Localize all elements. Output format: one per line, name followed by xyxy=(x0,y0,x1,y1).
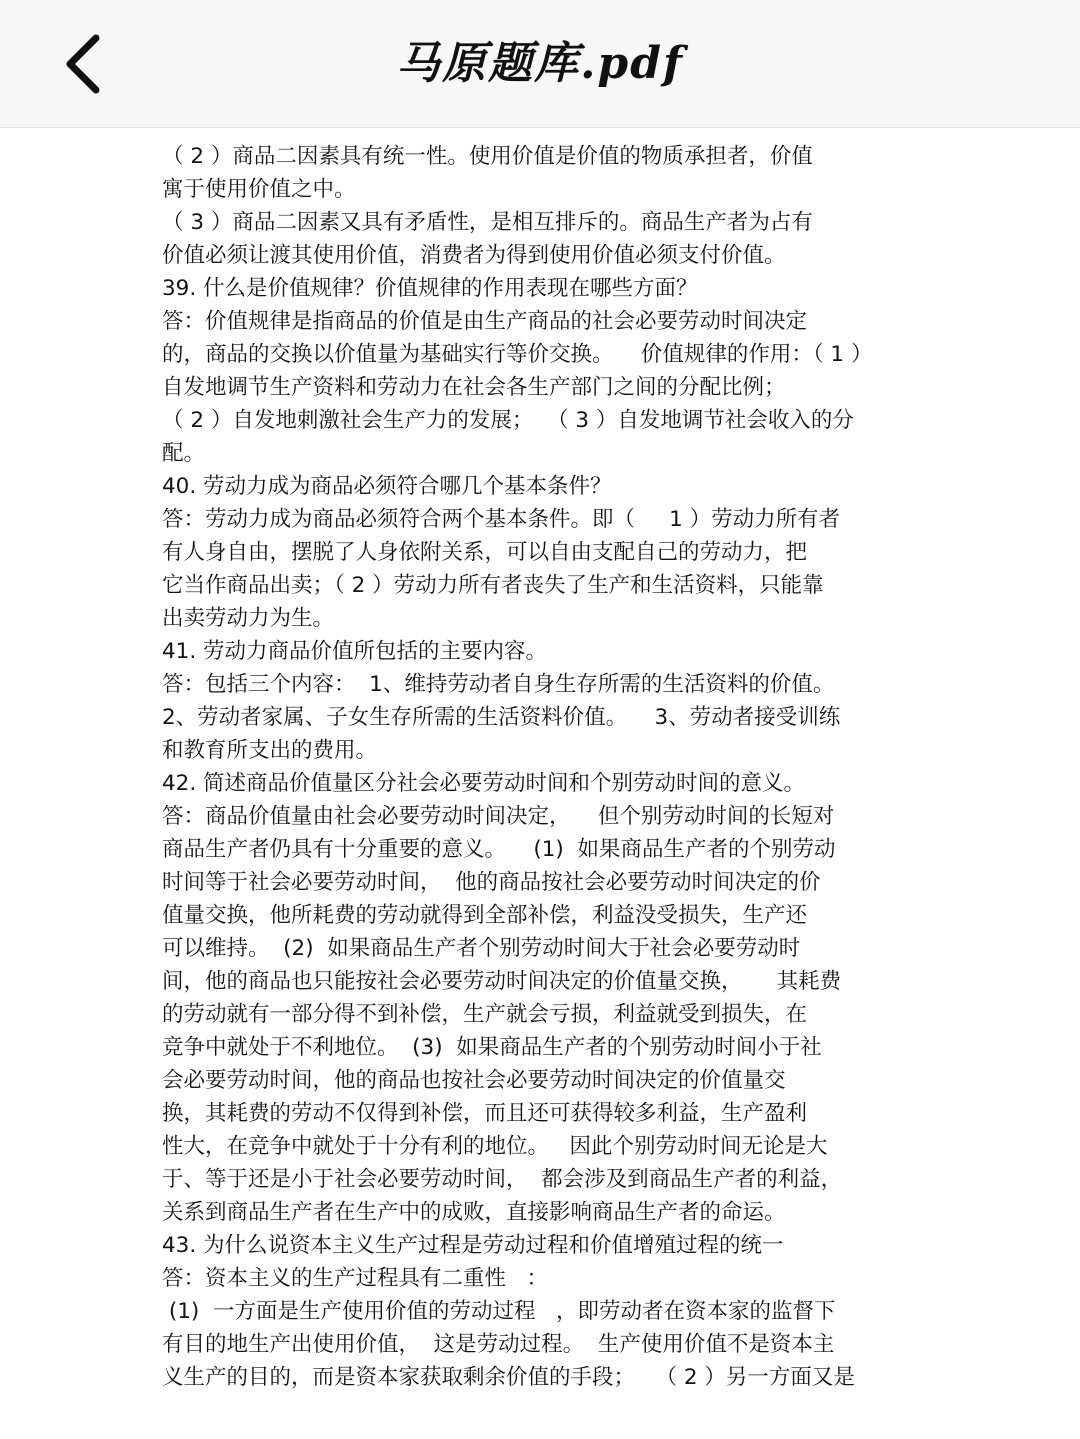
document-text-line: 43. 为什么说资本主义生产过程是劳动过程和价值增殖过程的统一 xyxy=(162,1233,784,1258)
document-text-line: （ 3 ）商品二因素又具有矛盾性，是相互排斥的。商品生产者为占有 xyxy=(162,210,813,235)
document-text-line: 会必要劳动时间，他的商品也按社会必要劳动时间决定的价值量交 xyxy=(162,1068,786,1093)
document-text-line: 40. 劳动力成为商品必须符合哪几个基本条件？ xyxy=(162,474,612,499)
document-text-line: 间，他的商品也只能按社会必要劳动时间决定的价值量交换， 其耗费 xyxy=(162,969,842,994)
document-text-line: 2、劳动者家属、子女生存所需的生活资料价值。 3、劳动者接受训练 xyxy=(162,705,841,730)
document-text-line: 换，其耗费的劳动不仅得到补偿，而且还可获得较多利益，生产盈利 xyxy=(162,1101,808,1126)
document-text-line: 关系到商品生产者在生产中的成败，直接影响商品生产者的命运。 xyxy=(162,1200,786,1225)
document-text-line: 配。 xyxy=(162,441,206,466)
document-text-line: 时间等于社会必要劳动时间， 他的商品按社会必要劳动时间决定的价 xyxy=(162,870,821,895)
document-text-line: 答：价值规律是指商品的价值是由生产商品的社会必要劳动时间决定 xyxy=(162,309,808,334)
document-text-line: 出卖劳动力为生。 xyxy=(162,606,335,631)
document-text-line: 寓于使用价值之中。 xyxy=(162,177,356,202)
document-text-line: 41. 劳动力商品价值所包括的主要内容。 xyxy=(162,639,548,664)
document-text-line: 答：资本主义的生产过程具有二重性 ： xyxy=(162,1266,549,1291)
document-text-line: 性大，在竞争中就处于十分有利的地位。 因此个别劳动时间无论是大 xyxy=(162,1134,828,1159)
document-text-line: （ 2 ）商品二因素具有统一性。使用价值是价值的物质承担者，价值 xyxy=(162,144,813,169)
document-text-line: 有人身自由，摆脱了人身依附关系，可以自由支配自己的劳动力，把 xyxy=(162,540,808,565)
document-text-line: 可以维持。 (2) 如果商品生产者个别劳动时间大于社会必要劳动时 xyxy=(162,936,801,961)
document-title: 马原题库.pdf xyxy=(396,38,684,89)
document-text-line: (1) 一方面是生产使用价值的劳动过程 ，即劳动者在资本家的监督下 xyxy=(162,1299,836,1324)
document-text-line: 答：劳动力成为商品必须符合两个基本条件。即（ 1 ）劳动力所有者 xyxy=(162,507,841,532)
document-text-line: 答：商品价值量由社会必要劳动时间决定， 但个别劳动时间的长短对 xyxy=(162,804,835,829)
document-text-line: （ 2 ）自发地刺激社会生产力的发展； （ 3 ）自发地调节社会收入的分 xyxy=(162,408,854,433)
document-text-line: 它当作商品出卖；（ 2 ）劳动力所有者丧失了生产和生活资料，只能靠 xyxy=(162,573,824,598)
document-text-line: 价值必须让渡其使用价值，消费者为得到使用价值必须支付价值。 xyxy=(162,243,786,268)
document-text-line: 有目的地生产出使用价值， 这是劳动过程。 生产使用价值不是资本主 xyxy=(162,1332,835,1357)
document-text-line: 于、等于还是小于社会必要劳动时间， 都会涉及到商品生产者的利益， xyxy=(162,1167,843,1192)
document-text-line: 和教育所支出的费用。 xyxy=(162,738,378,763)
document-text-line: 自发地调节生产资料和劳动力在社会各生产部门之间的分配比例； xyxy=(162,375,786,400)
document-text-line: 值量交换，他所耗费的劳动就得到全部补偿，利益没受损失，生产还 xyxy=(162,903,808,928)
pdf-page-content[interactable] xyxy=(162,140,922,1394)
top-navigation-bar xyxy=(0,0,1080,128)
document-text-line: 42. 简述商品价值量区分社会必要劳动时间和个别劳动时间的意义。 xyxy=(162,771,806,796)
document-text-line: 的劳动就有一部分得不到补偿，生产就会亏损，利益就受到损失，在 xyxy=(162,1002,808,1027)
document-text-line: 竞争中就处于不利地位。 (3) 如果商品生产者的个别劳动时间小于社 xyxy=(162,1035,822,1060)
document-text-line: 的，商品的交换以价值量为基础实行等价交换。 价值规律的作用：（ 1 ） xyxy=(162,342,873,367)
document-text-line: 39. 什么是价值规律？价值规律的作用表现在哪些方面？ xyxy=(162,276,698,301)
document-text-line: 答：包括三个内容： 1、维持劳动者自身生存所需的生活资料的价值。 xyxy=(162,672,835,697)
document-text-line: 商品生产者仍具有十分重要的意义。 (1) 如果商品生产者的个别劳动 xyxy=(162,837,836,862)
document-text-line: 义生产的目的，而是资本家获取剩余价值的手段； （ 2 ）另一方面又是 xyxy=(162,1365,855,1390)
